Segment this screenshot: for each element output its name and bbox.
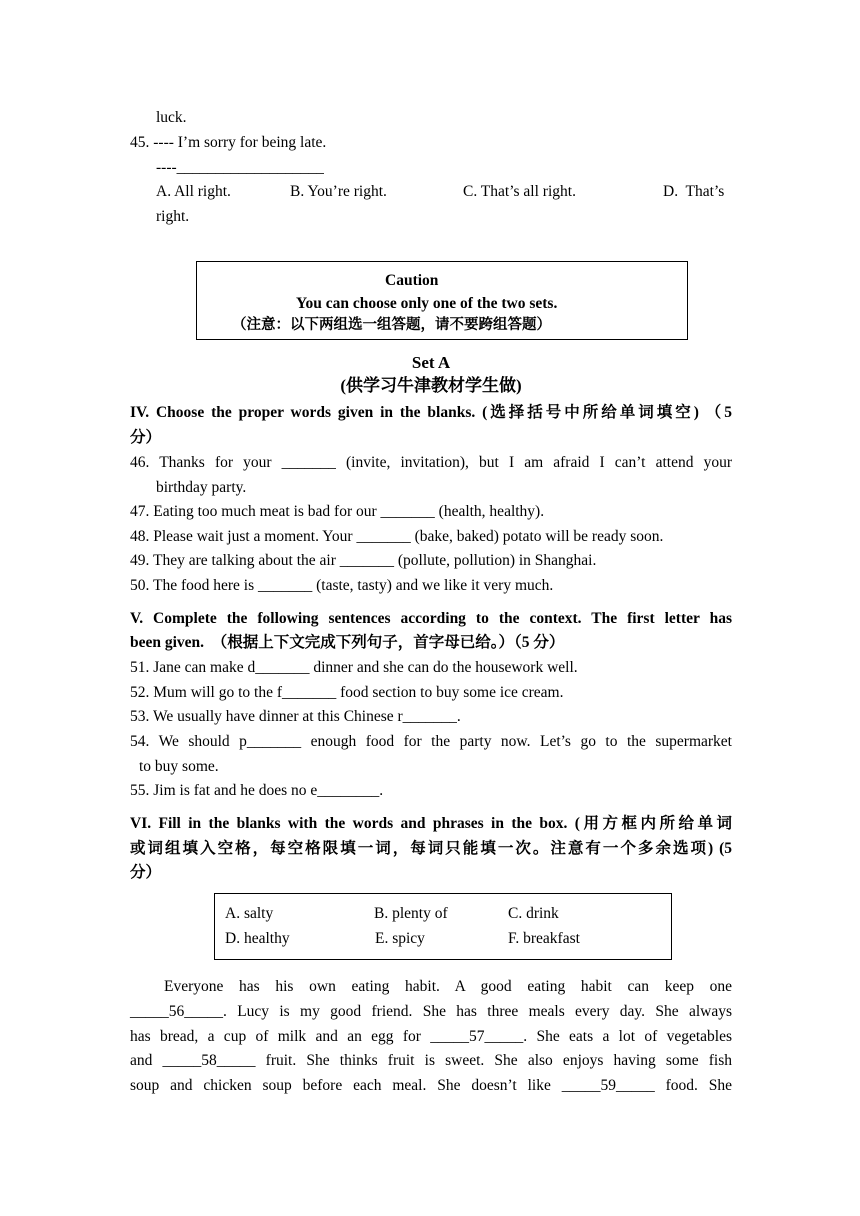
passage-line: has bread, a cup of milk and an egg for _____57_____. She eats a lot of vegetables — [130, 1028, 732, 1045]
section-4-heading: IV. Choose the proper words given in the blanks. (选择括号中所给单词填空) （5 — [130, 404, 732, 421]
section-5-heading: V. Complete the following sentences according to the context. The first letter has — [130, 610, 732, 627]
passage-line: Everyone has his own eating habit. A good eating habit can keep one — [164, 978, 732, 995]
question-52: 52. Mum will go to the f_______ food section to buy some ice cream. — [130, 684, 564, 701]
question-53: 53. We usually have dinner at this Chinese r_______. — [130, 708, 461, 725]
word-option: E. spicy — [375, 930, 425, 947]
word-option: A. salty — [225, 905, 274, 922]
question-46-wrap: birthday party. — [156, 479, 247, 496]
set-a-title: Set A — [411, 353, 451, 372]
passage-line: _____56_____. Lucy is my good friend. She has three meals every day. She always — [130, 1003, 732, 1020]
question-46: 46. Thanks for your _______ (invite, invitation), but I am afraid I can’t attend your — [130, 454, 732, 471]
word-option: D. healthy — [225, 930, 290, 947]
option-b: B. You’re right. — [290, 183, 387, 200]
question-50: 50. The food here is _______ (taste, tasty) and we like it very much. — [130, 577, 554, 594]
word-option: B. plenty of — [374, 905, 448, 922]
set-a-subtitle: (供学习牛津教材学生做) — [340, 376, 522, 395]
question-45-answer-line: ----___________________ — [156, 159, 324, 176]
section-6-heading: VI. Fill in the blanks with the words and phrases in the box. (用方框内所给单词 — [130, 815, 732, 832]
option-a: A. All right. — [156, 183, 231, 200]
passage-line: and _____58_____ fruit. She thinks fruit is sweet. She also enjoys having some fish — [130, 1052, 732, 1069]
option-d-wrap: right. — [156, 208, 190, 225]
passage-line: soup and chicken soup before each meal. She doesn’t like _____59_____ food. She — [130, 1077, 732, 1094]
question-55: 55. Jim is fat and he does no e________. — [130, 782, 384, 799]
word-option: F. breakfast — [508, 930, 580, 947]
question-47: 47. Eating too much meat is bad for our _______ (health, healthy). — [130, 503, 545, 520]
word-option: C. drink — [508, 905, 559, 922]
question-54-wrap: to buy some. — [139, 758, 219, 775]
caution-line-1: You can choose only one of the two sets. — [296, 295, 558, 312]
previous-question-tail: luck. — [156, 109, 187, 126]
section-6-heading-wrap-2: 分） — [130, 864, 162, 881]
option-d: D. That’s — [663, 183, 725, 200]
section-5-heading-wrap: been given. （根据上下文完成下列句子，首字母已给。）（5 分） — [130, 634, 565, 651]
option-c: C. That’s all right. — [463, 183, 576, 200]
question-49: 49. They are talking about the air _______ (pollute, pollution) in Shanghai. — [130, 552, 597, 569]
question-48: 48. Please wait just a moment. Your _______ (bake, baked) potato will be ready soon. — [130, 528, 664, 545]
question-54: 54. We should p_______ enough food for the party now. Let’s go to the supermarket — [130, 733, 732, 750]
question-45: 45. ---- I’m sorry for being late. — [130, 134, 327, 151]
caution-line-2: （注意：以下两组选一组答题，请不要跨组答题） — [232, 317, 551, 333]
question-51: 51. Jane can make d_______ dinner and she can do the housework well. — [130, 659, 578, 676]
section-6-heading-wrap: 或词组填入空格，每空格限填一词，每词只能填一次。注意有一个多余选项) (5 — [130, 840, 732, 857]
section-4-heading-wrap: 分） — [130, 429, 162, 446]
caution-title: Caution — [385, 272, 439, 289]
